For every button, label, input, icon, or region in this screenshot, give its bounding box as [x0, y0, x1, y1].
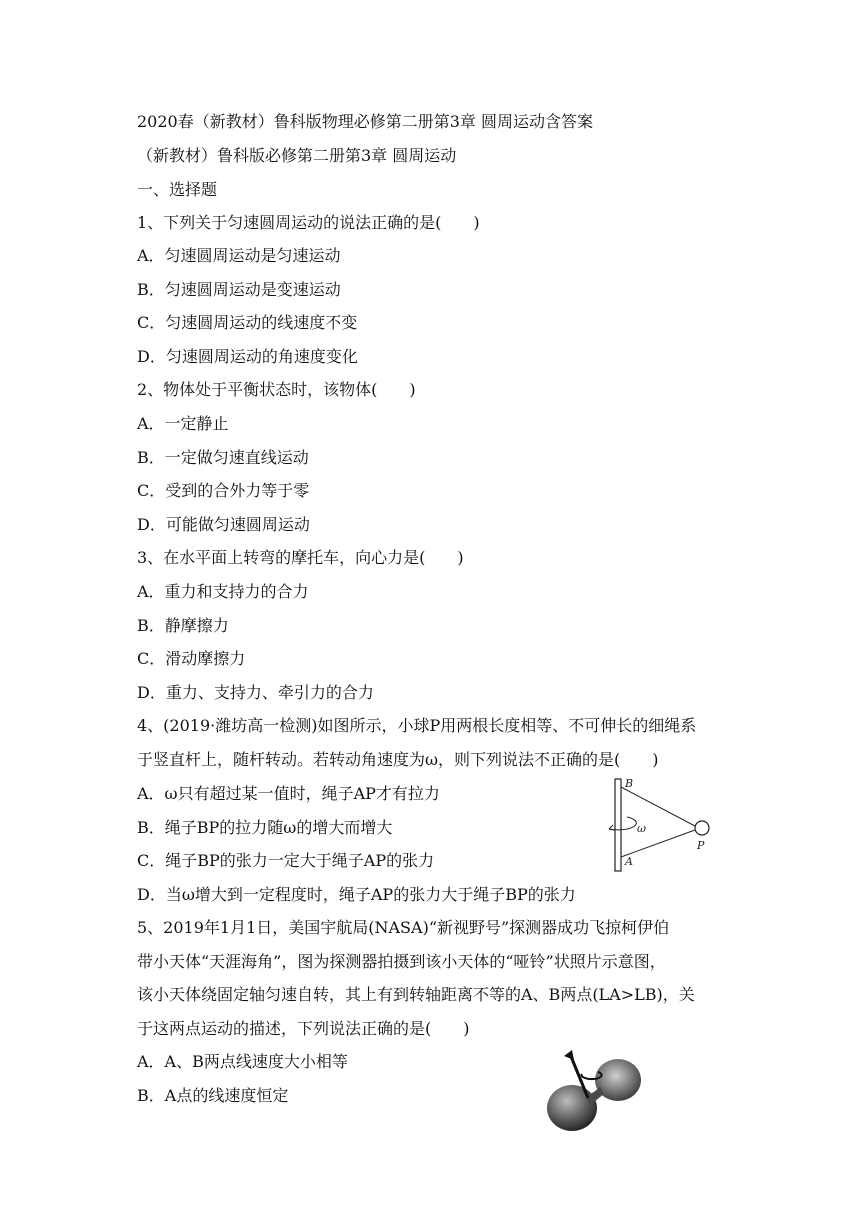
document-title: 2020春（新教材）鲁科版物理必修第二册第3章 圆周运动含答案: [137, 112, 593, 131]
question-1-option-c: C．匀速圆周运动的线速度不变: [137, 313, 358, 332]
asteroid-figure: [542, 1048, 652, 1138]
section-heading: 一、选择题: [137, 180, 218, 199]
question-4-stem-line-1: 4、(2019·潍坊高一检测)如图所示，小球P用两根长度相等、不可伸长的细绳系: [137, 716, 697, 735]
question-2-option-d: D．可能做匀速圆周运动: [137, 515, 310, 534]
question-5-stem-line-1: 5、2019年1月1日，美国宇航局(NASA)“新视野号”探测器成功飞掠柯伊伯: [137, 918, 670, 937]
question-4-stem-line-2: 于竖直杆上，随杆转动。若转动角速度为ω，则下列说法不正确的是( ): [137, 750, 659, 769]
rotation-arrow-icon: [609, 817, 636, 830]
string-ap: [621, 830, 695, 857]
question-5-stem-line-4: 于这两点运动的描述，下列说法正确的是( ): [137, 1019, 470, 1038]
question-1-stem: 1、下列关于匀速圆周运动的说法正确的是( ): [137, 213, 480, 232]
string-bp: [621, 787, 695, 826]
asteroid-large-lobe: [547, 1085, 597, 1131]
question-2-option-a: A．一定静止: [137, 414, 229, 433]
question-3-stem: 3、在水平面上转弯的摩托车，向心力是( ): [137, 548, 464, 567]
question-5-stem-line-2: 带小天体“天涯海角”，图为探测器拍摄到该小天体的“哑铃”状照片示意图，: [137, 952, 666, 971]
question-3-option-b: B．静摩擦力: [137, 616, 229, 635]
question-2-stem: 2、物体处于平衡状态时，该物体( ): [137, 380, 416, 399]
document-subtitle: （新教材）鲁科版必修第二册第3章 圆周运动: [137, 146, 457, 165]
label-a: A: [625, 855, 633, 868]
label-omega: ω: [637, 822, 646, 835]
label-p: P: [697, 839, 705, 852]
question-1-option-d: D．匀速圆周运动的角速度变化: [137, 347, 358, 366]
rotating-pole-figure: [585, 773, 725, 873]
question-5-option-a: A．A、B两点线速度大小相等: [137, 1052, 348, 1071]
ball-p: [695, 821, 709, 835]
vertical-pole: [615, 779, 621, 871]
question-3-option-c: C．滑动摩擦力: [137, 649, 246, 668]
question-4-option-c: C．绳子BP的张力一定大于绳子AP的张力: [137, 851, 435, 870]
label-b: B: [625, 777, 634, 790]
question-4-option-d: D．当ω增大到一定程度时，绳子AP的张力大于绳子BP的张力: [137, 885, 576, 904]
question-5-option-b: B．A点的线速度恒定: [137, 1086, 289, 1105]
question-4-option-b: B．绳子BP的拉力随ω的增大而增大: [137, 818, 393, 837]
question-3-option-a: A．重力和支持力的合力: [137, 582, 309, 601]
question-2-option-c: C．受到的合外力等于零: [137, 481, 310, 500]
question-3-option-d: D．重力、支持力、牵引力的合力: [137, 683, 374, 702]
question-2-option-b: B．一定做匀速直线运动: [137, 448, 309, 467]
question-1-option-a: A．匀速圆周运动是匀速运动: [137, 246, 341, 265]
question-1-option-b: B．匀速圆周运动是变速运动: [137, 280, 341, 299]
question-5-stem-line-3: 该小天体绕固定轴匀速自转，其上有到转轴距离不等的A、B两点(LA>LB)，关: [137, 985, 695, 1004]
question-4-option-a: A．ω只有超过某一值时，绳子AP才有拉力: [137, 784, 440, 803]
